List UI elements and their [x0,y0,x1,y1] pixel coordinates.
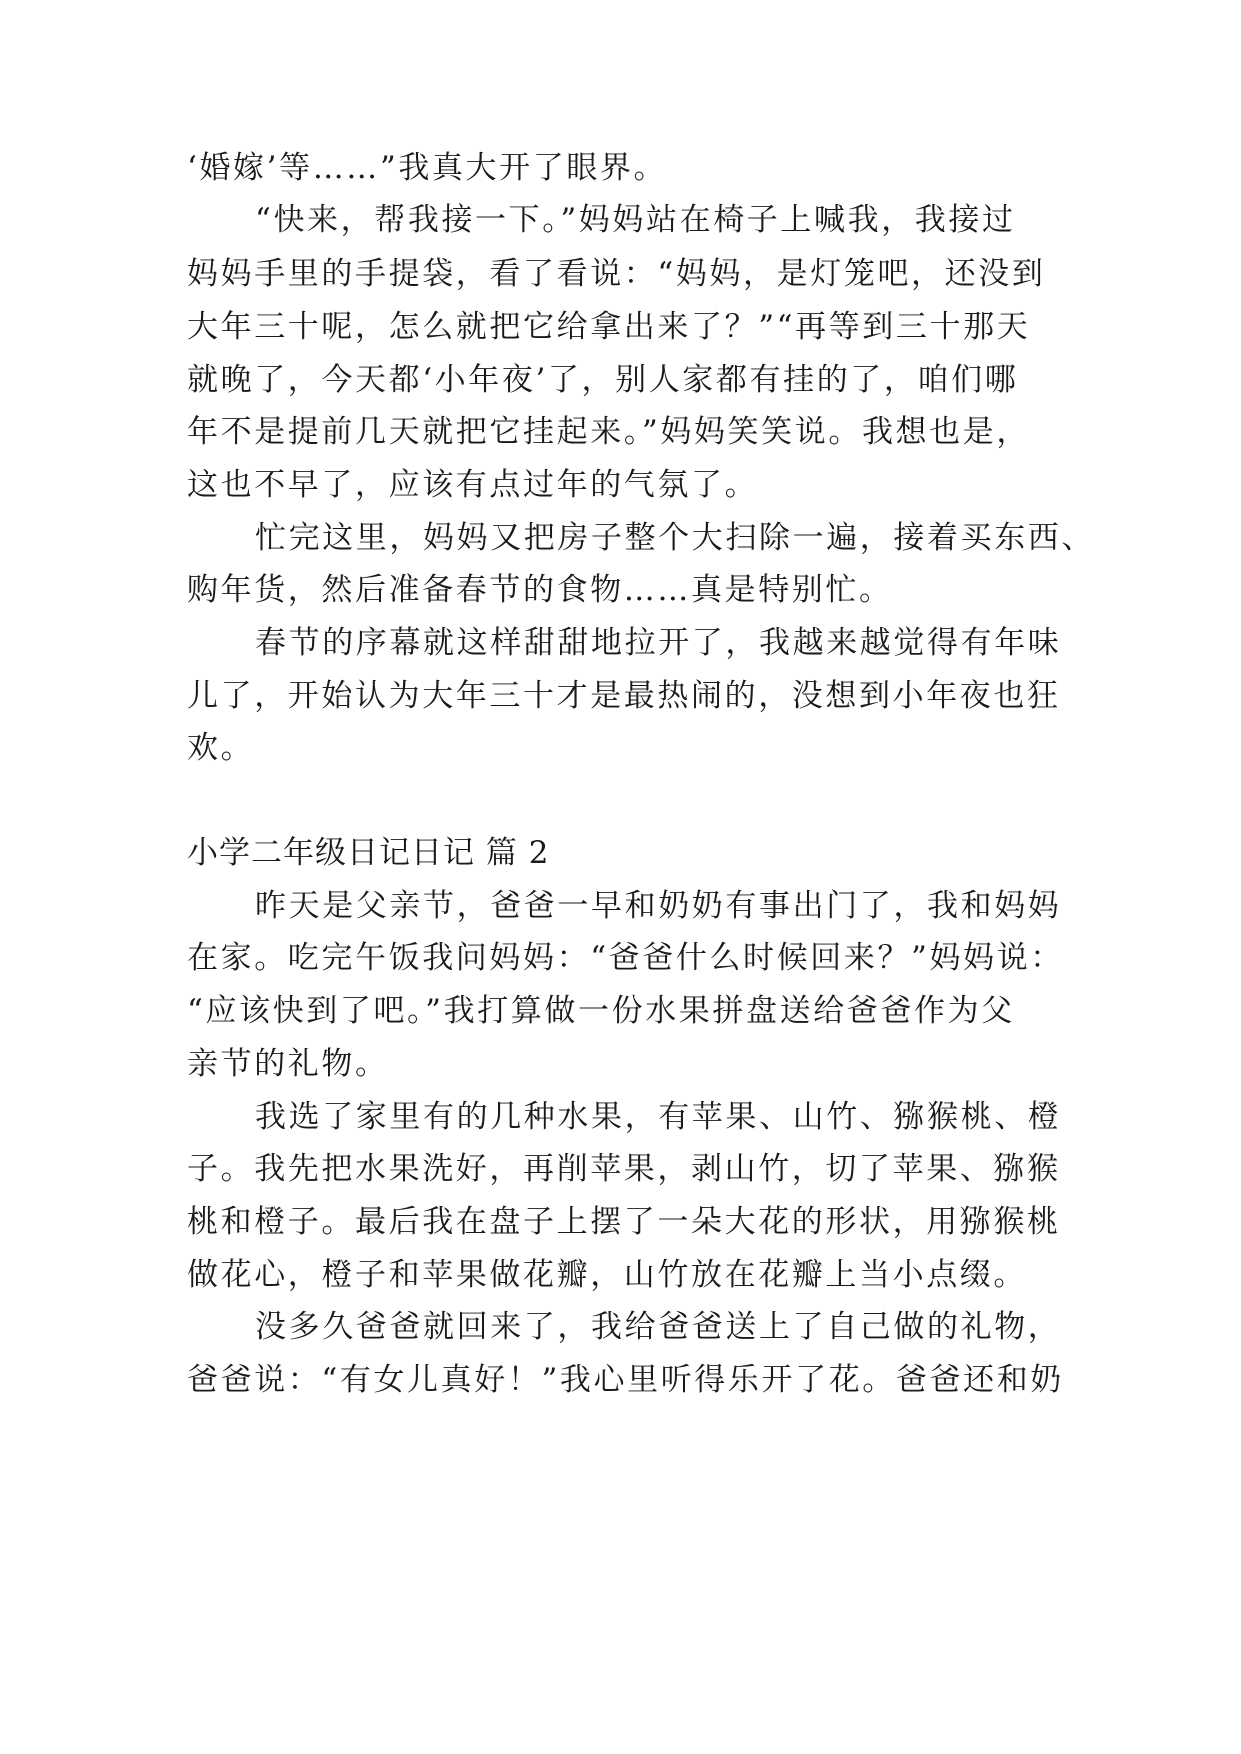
paragraph-line: 就晚了，今天都‘小年夜’了，别人家都有挂的了，咱们哪 [187,362,1019,398]
paragraph-line: 这也不早了，应该有点过年的气氛了。 [187,467,759,503]
paragraph-line: 购年货，然后准备春节的食物……真是特别忙。 [187,572,893,608]
paragraph-line: ‘婚嫁’等……”我真大开了眼界。 [187,150,668,186]
paragraph-line: 妈妈手里的手提袋，看了看说：“妈妈，是灯笼吧，还没到 [187,256,1046,292]
paragraph-line: 做花心，橙子和苹果做花瓣，山竹放在花瓣上当小点缀。 [187,1257,1027,1293]
paragraph-line: “快来，帮我接一下。”妈妈站在椅子上喊我，我接过 [255,202,1016,238]
paragraph-line: 年不是提前几天就把它挂起来。”妈妈笑笑说。我想也是， [187,414,1030,450]
paragraph-line: 没多久爸爸就回来了，我给爸爸送上了自己做的礼物， [255,1309,1062,1345]
paragraph-line: 子。我先把水果洗好，再削苹果，剥山竹，切了苹果、猕猴 [187,1151,1061,1187]
paragraph-line: 昨天是父亲节，爸爸一早和奶奶有事出门了，我和妈妈 [255,888,1062,924]
paragraph-line: 大年三十呢，怎么就把它给拿出来了？”“再等到三十那天 [187,309,1031,345]
paragraph-line: “应该快到了吧。”我打算做一份水果拼盘送给爸爸作为父 [187,993,1015,1029]
paragraph-line: 亲节的礼物。 [187,1046,389,1082]
paragraph-line: 爸爸说：“有女儿真好！”我心里听得乐开了花。爸爸还和奶 [187,1362,1064,1398]
paragraph-line: 我选了家里有的几种水果，有苹果、山竹、猕猴桃、橙 [255,1099,1062,1135]
paragraph-line: 欢。 [187,730,255,766]
paragraph-line: 儿了，开始认为大年三十才是最热闹的，没想到小年夜也狂 [187,678,1061,714]
paragraph-line: 桃和橙子。最后我在盘子上摆了一朵大花的形状，用猕猴桃 [187,1204,1061,1240]
paragraph-line: 忙完这里，妈妈又把房子整个大扫除一遍，接着买东西、 [255,520,1095,556]
paragraph-line: 春节的序幕就这样甜甜地拉开了，我越来越觉得有年味 [255,625,1062,661]
section-heading: 小学二年级日记日记 篇 2 [187,835,550,871]
paragraph-line: 在家。吃完午饭我问妈妈：“爸爸什么时候回来？”妈妈说： [187,940,1064,976]
